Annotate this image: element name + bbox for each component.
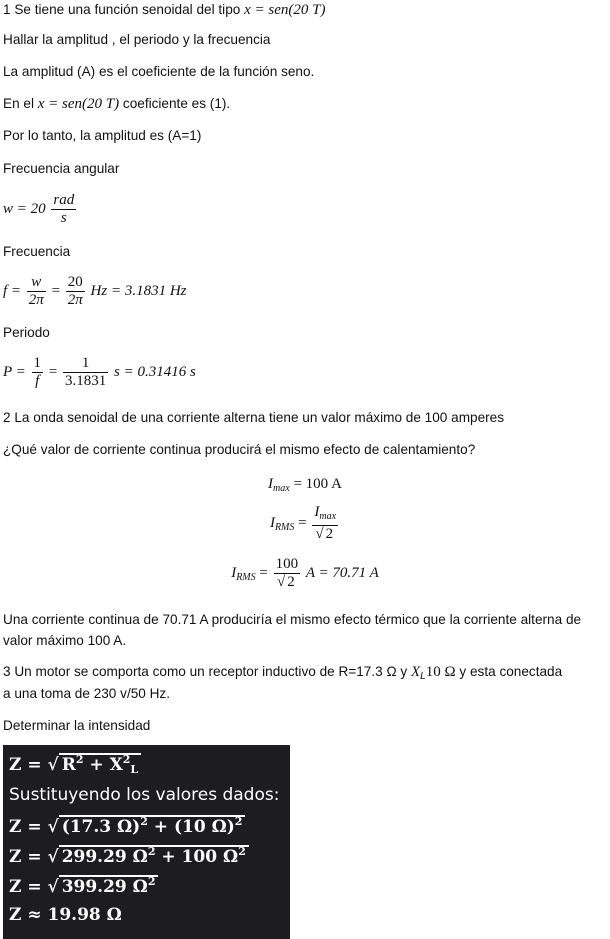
w-lhs: w = 20: [3, 200, 46, 217]
exponent: 2: [140, 815, 148, 828]
equals-sign: =: [259, 564, 268, 581]
problem3-heading-post: y esta conectada: [459, 664, 563, 679]
exponent: 2: [122, 753, 131, 766]
radicand: [59, 875, 159, 897]
w-over-2pi-fraction: [27, 274, 46, 309]
problem1-heading: [3, 2, 325, 19]
frac-numerator: [312, 504, 338, 526]
frac-denominator: 2π: [28, 292, 44, 308]
equals-sign: =: [298, 514, 307, 531]
z-lhs: Z =: [9, 817, 48, 837]
irms-value-formula: [0, 556, 610, 591]
r-term: 299.29 Ω: [61, 847, 148, 867]
exponent: 2: [75, 753, 84, 766]
coefficient-pre: En el: [3, 96, 34, 111]
equals-sign: =: [51, 282, 61, 299]
s-denominator: s: [60, 210, 67, 226]
frequency-label: Frecuencia: [3, 244, 71, 259]
frac-denominator: [274, 574, 301, 591]
frac-numerator: 1: [63, 355, 108, 373]
problem2-question: ¿Qué valor de corriente continua producirá el mismo efecto de calentamiento?: [3, 442, 476, 457]
problem2-heading: 2 La onda senoidal de una corriente alterna tiene un valor máximo de 100 amperes: [3, 410, 505, 425]
sqrt-symbol: √: [315, 526, 324, 542]
impedance-formula: [9, 753, 141, 776]
1-over-freq-fraction: [63, 355, 108, 390]
frac-numerator: 1: [33, 355, 42, 371]
period-label: Periodo: [3, 325, 50, 340]
frac-denominator: f: [35, 373, 40, 389]
coefficient-statement: [3, 96, 230, 113]
frac-numerator: 100: [275, 556, 299, 572]
xl-term: + (10 Ω): [147, 817, 235, 837]
radicand: [59, 845, 249, 867]
angular-frequency-formula: [3, 192, 78, 227]
r-term: (17.3 Ω): [61, 817, 141, 837]
i-symbol: I: [268, 476, 274, 492]
l-subscript: L: [420, 671, 426, 682]
problem3-heading: [3, 664, 562, 682]
rms-subscript: RMS: [274, 521, 295, 533]
1-over-f-fraction: [32, 355, 44, 390]
problem3-heading-line2: a una toma de 230 v/50 Hz.: [3, 686, 171, 701]
amplitude-result: Por lo tanto, la amplitud es (A=1): [3, 128, 202, 143]
i-symbol: I: [269, 514, 275, 531]
period-formula: [3, 355, 196, 390]
imax-value: = 100 A: [293, 476, 342, 492]
p-lhs: P =: [3, 363, 26, 380]
exponent: 2: [234, 815, 243, 828]
z-lhs: Z =: [9, 877, 48, 897]
exponent: 2: [147, 875, 156, 888]
sqrt-symbol: √: [47, 847, 59, 867]
problem1-heading-text: 1 Se tiene una función senoidal del tipo: [3, 2, 241, 17]
frac-denominator: [312, 526, 338, 543]
irms-formula: [0, 504, 610, 543]
frac-denominator: 2π: [67, 292, 83, 308]
imax-formula: [0, 476, 610, 494]
sum-formula: [9, 875, 158, 897]
squared-formula: [9, 845, 249, 867]
frac-numerator: 20: [66, 274, 85, 292]
xl-symbol: X: [410, 664, 421, 680]
xl-term: + X: [83, 755, 123, 775]
problem3-task: Determinar la intensidad: [3, 718, 151, 733]
exponent: 2: [147, 845, 156, 858]
impedance-solution-panel: [3, 745, 290, 939]
l-subscript: L: [130, 763, 139, 776]
problem1-task: Hallar la amplitud , el periodo y la frecuencia: [3, 32, 271, 47]
sqrt-symbol: √: [47, 817, 59, 837]
sqrt-symbol: √: [47, 755, 59, 775]
i-symbol: I: [314, 504, 320, 520]
xl-term: + 100 Ω: [155, 847, 239, 867]
radicand: 2: [287, 574, 295, 590]
frac-denominator: 3.1831: [64, 373, 107, 389]
z-lhs: Z =: [9, 847, 48, 867]
period-result: s = 0.31416 s: [113, 363, 196, 380]
radicand: 2: [325, 526, 334, 542]
problem1-heading-formula: x = sen(20 T): [244, 2, 326, 18]
coefficient-post: coeficiente es (1).: [122, 96, 231, 111]
max-subscript: max: [273, 483, 290, 494]
100-over-root2-fraction: [274, 556, 301, 591]
radicand: [59, 815, 246, 837]
sum-term: 399.29 Ω: [61, 877, 148, 897]
substitution-formula: [9, 815, 245, 837]
f-lhs: f =: [3, 282, 22, 299]
rad-numerator: rad: [53, 192, 75, 208]
problem3-heading-pre: 3 Un motor se comporta como un receptor inductivo de R=17.3 Ω y: [3, 664, 408, 679]
substitution-label: Sustituyendo los valores dados:: [9, 785, 280, 805]
impedance-result: Z ≈ 19.98 Ω: [9, 905, 122, 925]
max-subscript: max: [319, 511, 337, 522]
frac-numerator: w: [27, 274, 46, 292]
r-term: R: [61, 755, 76, 775]
z-lhs: Z =: [9, 755, 48, 775]
i-symbol: I: [231, 564, 237, 581]
sqrt-symbol: √: [277, 574, 286, 590]
coefficient-formula: x = sen(20 T): [37, 96, 120, 112]
angular-frequency-label: Frecuencia angular: [3, 161, 120, 176]
irms-result: A = 70.71 A: [305, 564, 379, 581]
rad-per-s-fraction: [51, 192, 76, 227]
frequency-result: Hz = 3.1831 Hz: [90, 282, 187, 299]
imax-over-root2-fraction: [312, 504, 338, 543]
radicand: [59, 753, 141, 775]
exponent: 2: [238, 845, 246, 858]
problem2-conclusion: Una corriente continua de 70.71 A produciría el mismo efecto térmico que la corriente alterna de valor máximo 100 A.: [3, 612, 582, 648]
frequency-formula: [3, 274, 187, 309]
equals-sign: =: [48, 363, 58, 380]
rms-subscript: RMS: [236, 571, 256, 583]
sqrt-symbol: √: [47, 877, 59, 897]
amplitude-definition: La amplitud (A) es el coeficiente de la función seno.: [3, 64, 315, 79]
20-over-2pi-fraction: [66, 274, 85, 309]
xl-value: 10 Ω: [425, 664, 456, 680]
